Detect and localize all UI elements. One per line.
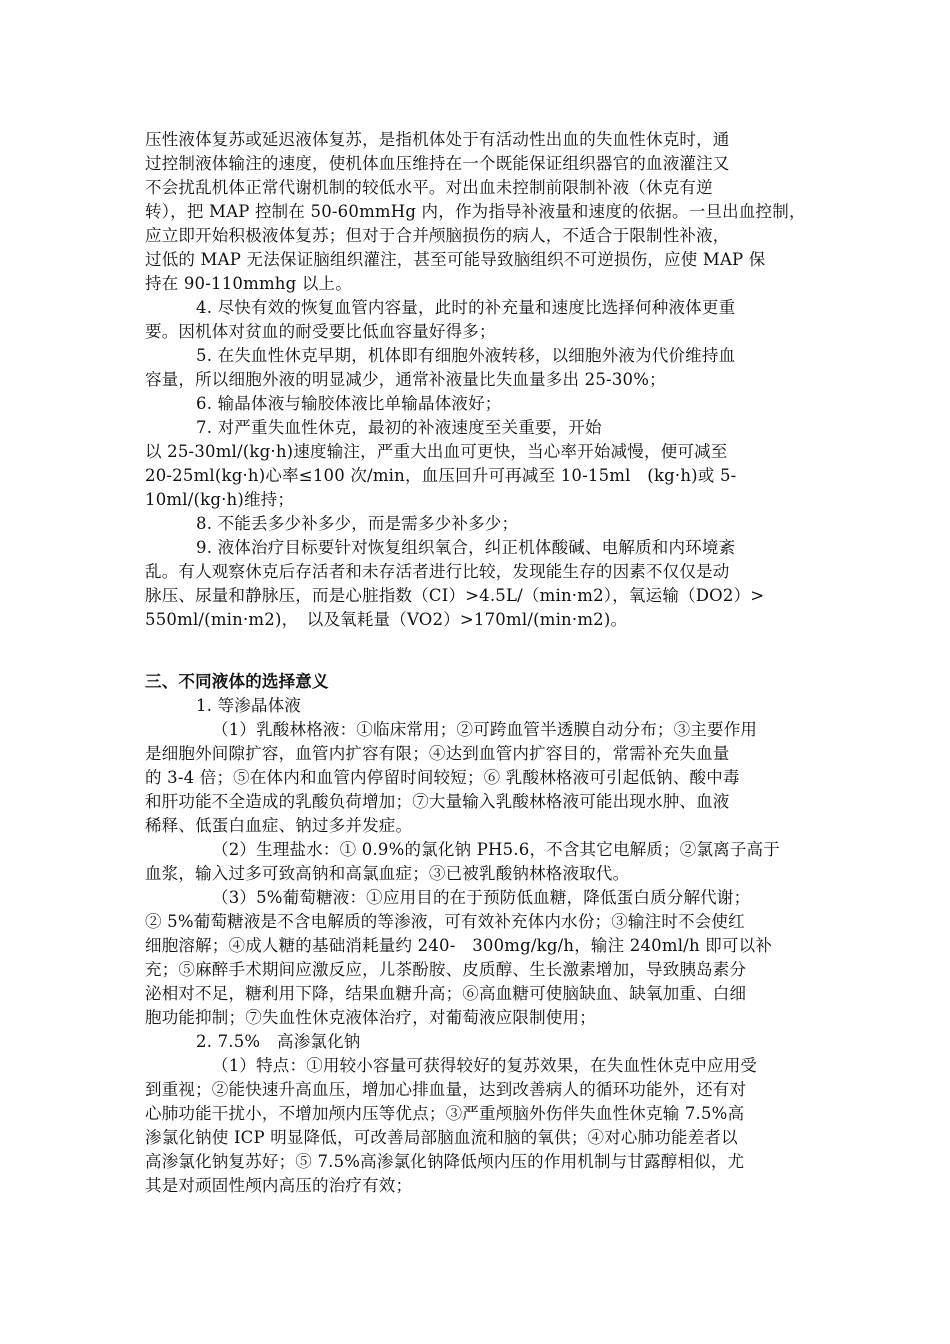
text-line: 稀释、低蛋白血症、钠过多并发症。	[145, 816, 413, 835]
text-line: 胞功能抑制；⑦失血性休克液体治疗，对葡萄液应限制使用；	[145, 1008, 596, 1027]
item-heading: （1）乳酸林格液：①临床常用；②可跨血管半透膜自动分布；③主要作用	[212, 720, 758, 739]
text-line: 550ml/(min·m2)， 以及氧耗量（VO2）>170ml/(min·m2)。	[145, 610, 628, 629]
text-line: 压性液体复苏或延迟液体复苏，是指机体处于有活动性出血的失血性休克时，通	[145, 130, 730, 149]
text-line: 容量，所以细胞外液的明显减少，通常补液量比失血量多出 25-30%；	[145, 370, 666, 389]
text-line: 高渗氯化钠复苏好；⑤ 7.5%高渗氯化钠降低颅内压的作用机制与甘露醇相似，尤	[145, 1152, 745, 1171]
text-line: 以 25-30ml/(kg·h)速度输注，严重大出血可更快，当心率开始减慢，便可减至	[145, 442, 728, 461]
text-line: 过控制液体输注的速度，使机体血压维持在一个既能保证组织器官的血液灌注又	[145, 154, 730, 173]
item-heading: （2）生理盐水：① 0.9%的氯化钠 PH5.6，不含其它电解质；②氯离子高于	[212, 840, 780, 859]
text-line: 转），把 MAP 控制在 50-60mmHg 内，作为指导补液量和速度的依据。一旦出血控制，	[145, 202, 806, 221]
text-line: 脉压、尿量和静脉压，而是心脏指数（CI）>4.5L/（min·m2），氧运输（DO2）>	[145, 586, 765, 605]
text-line: 心肺功能干扰小，不增加颅内压等优点；③严重颅脑外伤伴失血性休克输 7.5%高	[145, 1104, 745, 1123]
subsection-heading: 1. 等渗晶体液	[196, 696, 302, 715]
section-heading: 三、不同液体的选择意义	[145, 672, 329, 691]
text-line: 应立即开始积极液体复苏；但对于合并颅脑损伤的病人，不适合于限制性补液，	[145, 226, 730, 245]
text-line: 要。因机体对贫血的耐受要比低血容量好得多；	[145, 322, 496, 341]
list-item-8: 8. 不能丢多少补多少，而是需多少补多少；	[196, 514, 519, 533]
text-line: 10ml/(kg·h)维持；	[145, 490, 295, 509]
subsection-heading: 2. 7.5% 高渗氯化钠	[196, 1032, 361, 1051]
list-item-7: 7. 对严重失血性休克，最初的补液速度至关重要，开始	[196, 418, 602, 437]
text-line: 血浆，输入过多可致高钠和高氯血症；③已被乳酸钠林格液取代。	[145, 864, 630, 883]
list-item-6: 6. 输晶体液与输胶体液比单输晶体液好；	[196, 394, 502, 413]
list-item-9: 9. 液体治疗目标要针对恢复组织氧合，纠正机体酸碱、电解质和内环境紊	[196, 538, 736, 557]
text-line: 乱。有人观察休克后存活者和未存活者进行比较，发现能生存的因素不仅仅是动	[145, 562, 730, 581]
text-line: 渗氯化钠使 ICP 明显降低，可改善局部脑血流和脑的氧供；④对心肺功能差者以	[145, 1128, 738, 1147]
text-line: 持在 90-110mmhg 以上。	[145, 274, 352, 293]
text-line: 泌相对不足，糖利用下降，结果血糖升高；⑥高血糖可使脑缺血、缺氧加重、白细	[145, 984, 747, 1003]
text-line: 不会扰乱机体正常代谢机制的较低水平。对出血未控制前限制补液（休克有逆	[145, 178, 713, 197]
text-line: 充；⑤麻醉手术期间应激反应，儿茶酚胺、皮质醇、生长激素增加，导致胰岛素分	[145, 960, 747, 979]
list-item-5: 5. 在失血性休克早期，机体即有细胞外液转移，以细胞外液为代价维持血	[196, 346, 736, 365]
text-line: 到重视；②能快速升高血压，增加心排血量，达到改善病人的循环功能外，还有对	[145, 1080, 747, 1099]
text-line: 细胞溶解；④成人糖的基础消耗量约 240- 300mg/kg/h，输注 240ml/h 即可以补	[145, 936, 773, 955]
text-line: 和肝功能不全造成的乳酸负荷增加；⑦大量输入乳酸林格液可能出现水肿、血液	[145, 792, 730, 811]
text-line: 是细胞外间隙扩容，血管内扩容有限；④达到血管内扩容目的，常需补充失血量	[145, 744, 730, 763]
text-line: 其是对顽固性颅内高压的治疗有效；	[145, 1176, 413, 1195]
text-line: 20-25ml(kg·h)心率≤100 次/min，血压回升可再减至 10-15ml (kg·h)或 5-	[145, 466, 737, 485]
item-heading: （1）特点：①用较小容量可获得较好的复苏效果，在失血性休克中应用受	[212, 1056, 758, 1075]
item-heading: （3）5%葡萄糖液：①应用目的在于预防低血糖，降低蛋白质分解代谢；	[212, 888, 751, 907]
text-line: 的 3-4 倍；⑤在体内和血管内停留时间较短；⑥ 乳酸林格液可引起低钠、酸中毒	[145, 768, 740, 787]
list-item-4: 4. 尽快有效的恢复血管内容量，此时的补充量和速度比选择何种液体更重	[196, 298, 736, 317]
text-line: 过低的 MAP 无法保证脑组织灌注，甚至可能导致脑组织不可逆损伤，应使 MAP 保	[145, 250, 766, 269]
text-line: ② 5%葡萄糖液是不含电解质的等渗液，可有效补充体内水份；③输注时不会使红	[145, 912, 745, 931]
